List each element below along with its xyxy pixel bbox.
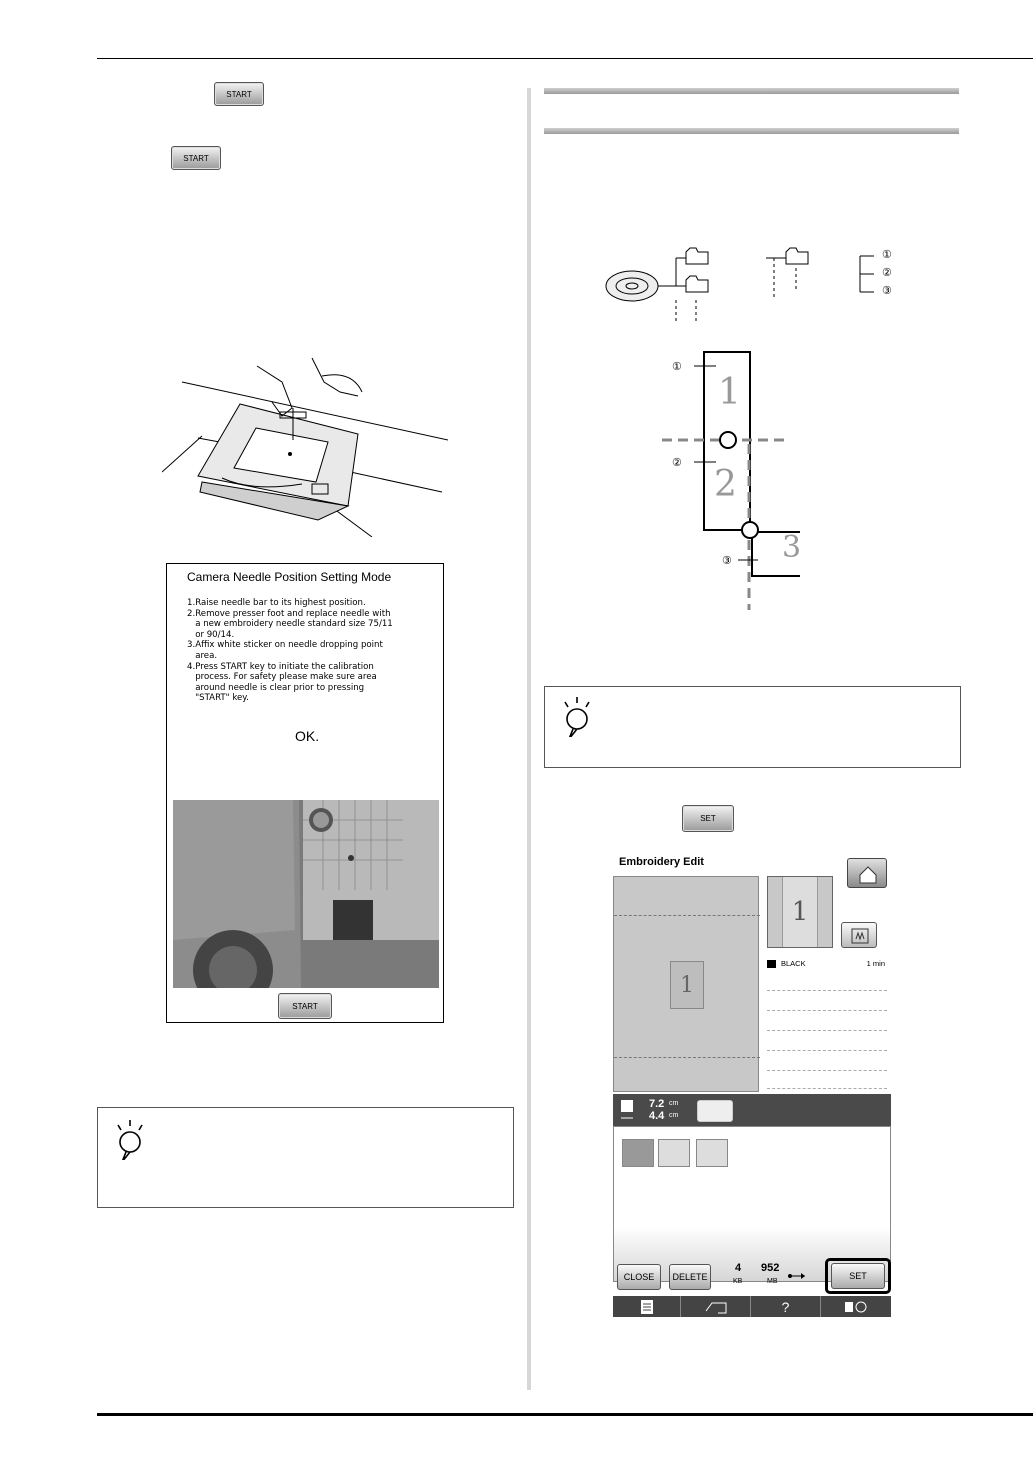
- close-button[interactable]: CLOSE: [617, 1264, 661, 1290]
- screen-title: Embroidery Edit: [619, 856, 704, 868]
- pattern-glyph-1: 1: [718, 372, 741, 413]
- color-swatch: [767, 960, 776, 968]
- memory-total: 952: [761, 1262, 780, 1274]
- note-box: [544, 686, 961, 768]
- set-button[interactable]: SET: [831, 1263, 885, 1289]
- instruction-line: area.: [187, 650, 218, 661]
- start-button[interactable]: START: [278, 993, 332, 1019]
- bottom-navigation-bar: [613, 1296, 891, 1317]
- pattern-glyph-3: 3: [782, 530, 802, 565]
- list-divider: [767, 1030, 887, 1031]
- sewing-time: 1 min: [866, 959, 885, 968]
- note-bulb-icon: [555, 693, 591, 737]
- refresh-icon: [841, 1299, 871, 1315]
- machine-settings-button[interactable]: [681, 1296, 751, 1317]
- memory-used-unit: KB: [733, 1278, 743, 1285]
- help-button[interactable]: ?: [751, 1296, 821, 1317]
- list-divider: [767, 1010, 887, 1011]
- memory-total-unit: MB: [767, 1278, 778, 1285]
- list-divider: [767, 1088, 887, 1089]
- folder-structure-diagram: [600, 240, 920, 330]
- instruction-line: 4.Press START key to initiate the calibration: [187, 661, 374, 672]
- start-key-icon: START: [171, 146, 221, 170]
- embroidery-canvas[interactable]: [613, 876, 759, 1092]
- marker-3: ③: [882, 285, 892, 297]
- instruction-line: a new embroidery needle standard size 75/11: [187, 619, 393, 630]
- delete-button[interactable]: DELETE: [669, 1264, 711, 1290]
- width-unit: cm: [669, 1100, 679, 1107]
- frame-display-button[interactable]: [841, 922, 877, 948]
- usb-icon: [787, 1270, 807, 1282]
- thumbnail-glyph: 1: [782, 877, 818, 947]
- list-divider: [767, 990, 887, 991]
- home-icon: [848, 859, 888, 889]
- marker-2: ②: [672, 457, 682, 469]
- pattern-thumbnail: [767, 876, 833, 948]
- pattern-list-button[interactable]: [613, 1296, 681, 1317]
- frame-icon: [842, 923, 878, 949]
- pattern-info-bar: [613, 1094, 891, 1126]
- pattern-height: 4.4: [649, 1110, 665, 1122]
- embroidery-edit-screen: [613, 856, 891, 1317]
- memory-used: 4: [735, 1262, 742, 1274]
- instruction-line: process. For safety please make sure area: [187, 672, 377, 683]
- instruction-line: 1.Raise needle bar to its highest position.: [187, 598, 366, 608]
- hoop-guide-line: [614, 1057, 760, 1058]
- ok-label: OK.: [295, 728, 320, 744]
- note-box: [97, 1107, 514, 1208]
- canvas-pattern[interactable]: 1: [670, 961, 704, 1009]
- instruction-list: [187, 598, 437, 704]
- instruction-line: 2.Remove presser foot and replace needle with: [187, 608, 391, 619]
- pattern-select-2[interactable]: [658, 1139, 690, 1167]
- sewing-machine-illustration: [162, 352, 448, 537]
- marker-1: ①: [882, 249, 892, 261]
- marker-1: ①: [672, 361, 682, 373]
- sewing-machine-icon: [702, 1299, 730, 1315]
- action-bar: [613, 1258, 891, 1294]
- pattern-diagram-labels: [660, 344, 850, 614]
- multi-pattern-icon: [697, 1100, 733, 1122]
- instruction-line: 3.Affix white sticker on needle dropping point: [187, 640, 383, 651]
- column-divider: [527, 88, 531, 1390]
- home-button[interactable]: [847, 858, 887, 888]
- document-icon: [640, 1299, 654, 1315]
- note-bulb-icon: [108, 1116, 144, 1160]
- header-rule: [97, 58, 1033, 59]
- footer-rule: [97, 1413, 1033, 1416]
- section-bar: [544, 128, 959, 134]
- screen-title: Camera Needle Position Setting Mode: [187, 570, 392, 584]
- height-unit: cm: [669, 1112, 679, 1119]
- instruction-line: "START" key.: [187, 693, 249, 704]
- thread-color-name: BLACK: [781, 959, 806, 968]
- section-bar: [544, 88, 959, 94]
- list-divider: [767, 1050, 887, 1051]
- pattern-select-3[interactable]: [696, 1139, 728, 1167]
- camera-preview: [173, 800, 439, 988]
- set-key-icon: SET: [682, 805, 734, 832]
- start-key-icon: START: [214, 82, 264, 106]
- pattern-width: 7.2: [649, 1098, 665, 1110]
- instruction-line: around needle is clear prior to pressing: [187, 682, 365, 693]
- size-icon: [619, 1098, 635, 1122]
- instruction-line: or 90/14.: [187, 629, 235, 640]
- thread-color-row: [767, 958, 887, 970]
- list-divider: [767, 1070, 887, 1071]
- reset-button[interactable]: [821, 1296, 891, 1317]
- marker-3: ③: [722, 555, 732, 567]
- pattern-glyph-2: 2: [714, 464, 737, 505]
- marker-2: ②: [882, 267, 892, 279]
- hoop-guide-line: [614, 915, 760, 916]
- pattern-select-1[interactable]: [622, 1139, 654, 1167]
- camera-needle-position-screen: [166, 563, 444, 1023]
